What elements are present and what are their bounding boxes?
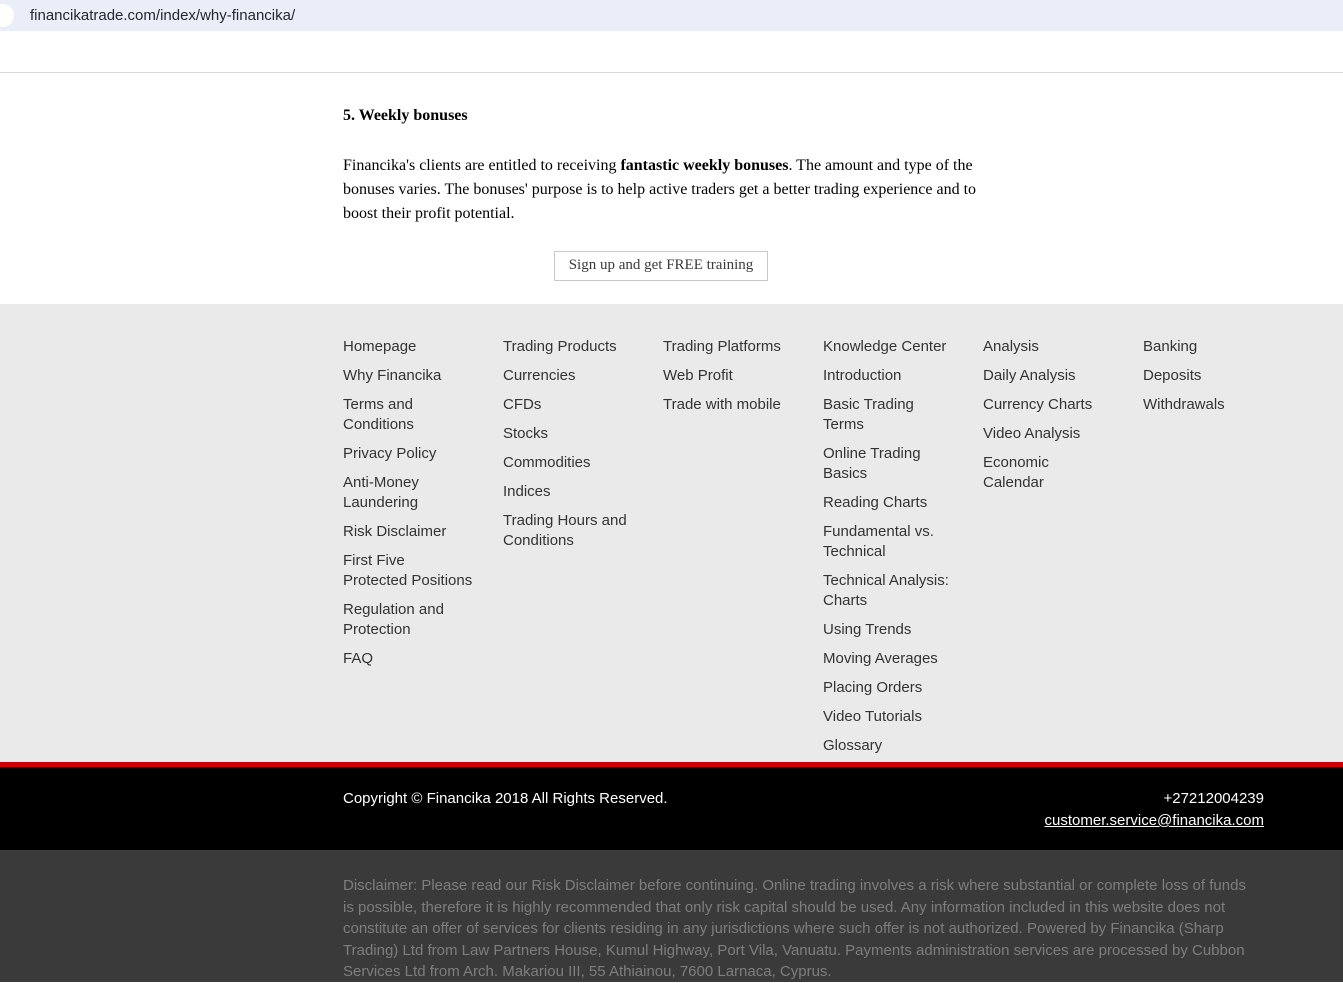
footer-link[interactable]: Currencies (503, 367, 576, 384)
signup-free-training-button[interactable]: Sign up and get FREE training (554, 251, 769, 281)
footer-link[interactable]: Moving Averages (823, 650, 938, 667)
footer-column (343, 337, 473, 765)
footer-link[interactable]: First Five Protected Positions (343, 552, 473, 589)
footer-link[interactable]: Glossary (823, 737, 883, 754)
footer-link[interactable]: Reading Charts (823, 494, 928, 511)
copyright-bar (0, 767, 1343, 850)
footer-link[interactable]: Video Analysis (983, 425, 1081, 442)
url-text: financikatrade.com/index/why-financika/ (30, 7, 296, 24)
phone-number: +27212004239 (1163, 790, 1264, 807)
footer-link[interactable]: Trading Platforms (663, 338, 781, 355)
footer-link[interactable]: Risk Disclaimer (343, 523, 447, 540)
footer-link[interactable]: Daily Analysis (983, 367, 1076, 384)
footer-link[interactable]: Fundamental vs. Technical (823, 523, 934, 560)
footer-link[interactable]: Regulation and Protection (343, 601, 444, 638)
footer-link[interactable]: Why Financika (343, 367, 442, 384)
copyright-text: Copyright © Financika 2018 All Rights Reserved. (343, 790, 668, 807)
footer (0, 304, 1343, 762)
footer-link[interactable]: Stocks (503, 425, 549, 442)
footer-link[interactable]: Withdrawals (1143, 396, 1225, 413)
footer-link[interactable]: Commodities (503, 454, 591, 471)
footer-link[interactable]: Introduction (823, 367, 902, 384)
paragraph-text-end: . The amount and type of the bonuses varies. The bonuses' purpose is to help active traders get a better trading experience and to boost their profit potential. (343, 157, 977, 222)
footer-column (1143, 337, 1273, 765)
footer-link[interactable]: CFDs (503, 396, 542, 413)
footer-link[interactable]: Currency Charts (983, 396, 1093, 413)
footer-link[interactable]: Placing Orders (823, 679, 923, 696)
section-paragraph (343, 154, 979, 226)
browser-address-bar[interactable] (0, 0, 1343, 31)
footer-link[interactable]: Technical Analysis: Charts (823, 572, 949, 609)
footer-column (503, 337, 633, 765)
footer-column (663, 337, 793, 765)
disclaimer-section (0, 850, 1343, 982)
footer-link[interactable]: Web Profit (663, 367, 733, 384)
footer-link[interactable]: Anti-Money Laundering (343, 474, 419, 511)
cta-row (343, 251, 979, 281)
footer-link[interactable]: Analysis (983, 338, 1039, 355)
footer-link[interactable]: Video Tutorials (823, 708, 922, 725)
footer-link[interactable]: Trade with mobile (663, 396, 781, 413)
email-link[interactable]: customer.service@financika.com (1044, 812, 1264, 829)
footer-link[interactable]: Homepage (343, 338, 417, 355)
paragraph-bold-text: fantastic weekly bonuses (620, 157, 789, 174)
disclaimer-text: Disclaimer: Please read our Risk Disclaimer before continuing. Online trading involves a risk where substantial or complete loss of funds is possible, therefore it is highly recommended that only risk capital should be used. Any information included in this website does not constitute an offer of services for clients residing in any jurisdictions where such offer is not authorized. Powered by Financika (Sharp Trading) Ltd from Law Partners House, Kumul Highway, Port Vila, Vanuatu. Payments administration services are processed by Cubbon Services Ltd from Arch. Makariou III, 55 Athiainou, 7600 Larnaca, Cyprus. (343, 877, 1246, 980)
footer-link[interactable]: Banking (1143, 338, 1198, 355)
footer-column (983, 337, 1113, 765)
section-heading: 5. Weekly bonuses (343, 107, 468, 124)
footer-link[interactable]: Deposits (1143, 367, 1202, 384)
footer-link[interactable]: Trading Products (503, 338, 617, 355)
footer-link[interactable]: Indices (503, 483, 551, 500)
contact-info (1045, 791, 1264, 850)
footer-links (343, 337, 1343, 765)
footer-link[interactable]: Basic Trading Terms (823, 396, 914, 433)
footer-link[interactable]: Knowledge Center (823, 338, 947, 355)
footer-link[interactable]: Terms and Conditions (343, 396, 414, 433)
footer-link[interactable]: Privacy Policy (343, 445, 437, 462)
main-content (0, 73, 1343, 304)
footer-link[interactable]: Online Trading Basics (823, 445, 921, 482)
footer-link[interactable]: Trading Hours and Conditions (503, 512, 627, 549)
favicon-circle-icon (0, 4, 14, 27)
browser-chrome-gap (0, 31, 1343, 73)
footer-link[interactable]: Economic Calendar (983, 454, 1049, 491)
footer-link[interactable]: FAQ (343, 650, 374, 667)
footer-link[interactable]: Using Trends (823, 621, 912, 638)
footer-column (823, 337, 953, 765)
paragraph-text-start: Financika's clients are entitled to receiving (343, 157, 621, 174)
